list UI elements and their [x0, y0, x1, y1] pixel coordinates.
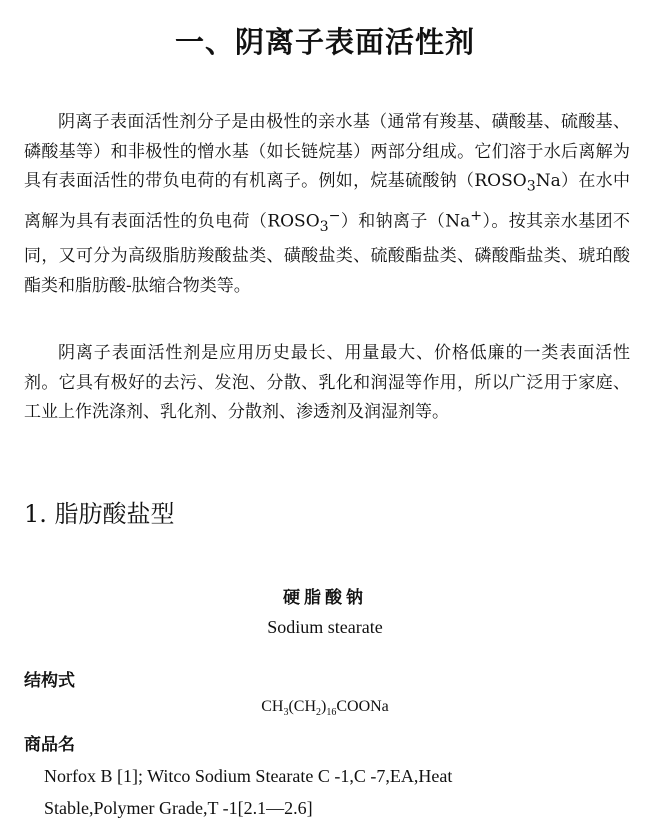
chapter-title: 一、阴离子表面活性剂: [174, 25, 475, 59]
formula-sub-3: 16: [326, 707, 337, 719]
formula-part-b: (CH: [288, 698, 317, 715]
intro-text-a: 阴离子表面活性剂分子是由极性的亲水基（通常有羧基、磺酸基、硫酸基、磷酸基等）和非极性的憎水基（如长链烷基）两部分组成。它们溶于水后离解为具有表面活性的带负电荷的有机离子。例如，烷基硫酸钠（ROSO: [24, 112, 630, 191]
superscript-minus: −: [328, 207, 341, 224]
subscript-3b: 3: [319, 218, 329, 235]
formula-part-a: CH: [261, 698, 284, 715]
trade-names-line-1: Norfox B [1]; Witco Sodium Stearate C -1,C -7,EA,Heat: [44, 766, 453, 786]
superscript-plus: +: [470, 207, 483, 224]
intro-paragraph-1: [24, 108, 630, 301]
section-heading: 1. 脂肪酸盐型: [24, 500, 175, 528]
formula-sub-1: 3: [283, 707, 289, 719]
compound-name-en: Sodium stearate: [267, 617, 383, 637]
intro-text-d: ）。按其亲水基团不同，又可分为高级脂肪羧酸盐类、磺酸盐类、硫酸酯盐类、磷酸酯盐类、琥珀酸酯类和脂肪酸-肽缩合物类等。: [24, 211, 630, 296]
trade-names: [44, 760, 630, 824]
intro-paragraph-2: 阴离子表面活性剂是应用历史最长、用量最大、价格低廉的一类表面活性剂。它具有极好的去污、发泡、分散、乳化和润湿等作用，所以广泛用于家庭、工业上作洗涤剂、乳化剂、分散剂、渗透剂及润湿剂等。: [24, 343, 630, 422]
compound-name-cn: 硬脂酸钠: [283, 588, 367, 608]
formula-part-c: ): [321, 698, 327, 715]
formula-sub-2: 2: [316, 707, 322, 719]
intro-text-c: ）和钠离子（Na: [340, 211, 471, 232]
subscript-3: 3: [526, 178, 536, 195]
trade-name-label: 商品名: [24, 735, 75, 755]
intro-text-b: Na）在水中离解为具有表面活性的负电荷（ROSO: [24, 171, 630, 232]
structural-formula: [0, 698, 650, 718]
trade-names-line-2: Stable,Polymer Grade,T -1[2.1—2.6]: [44, 798, 313, 818]
formula-part-d: COONa: [336, 698, 389, 715]
structure-label: 结构式: [24, 671, 75, 691]
